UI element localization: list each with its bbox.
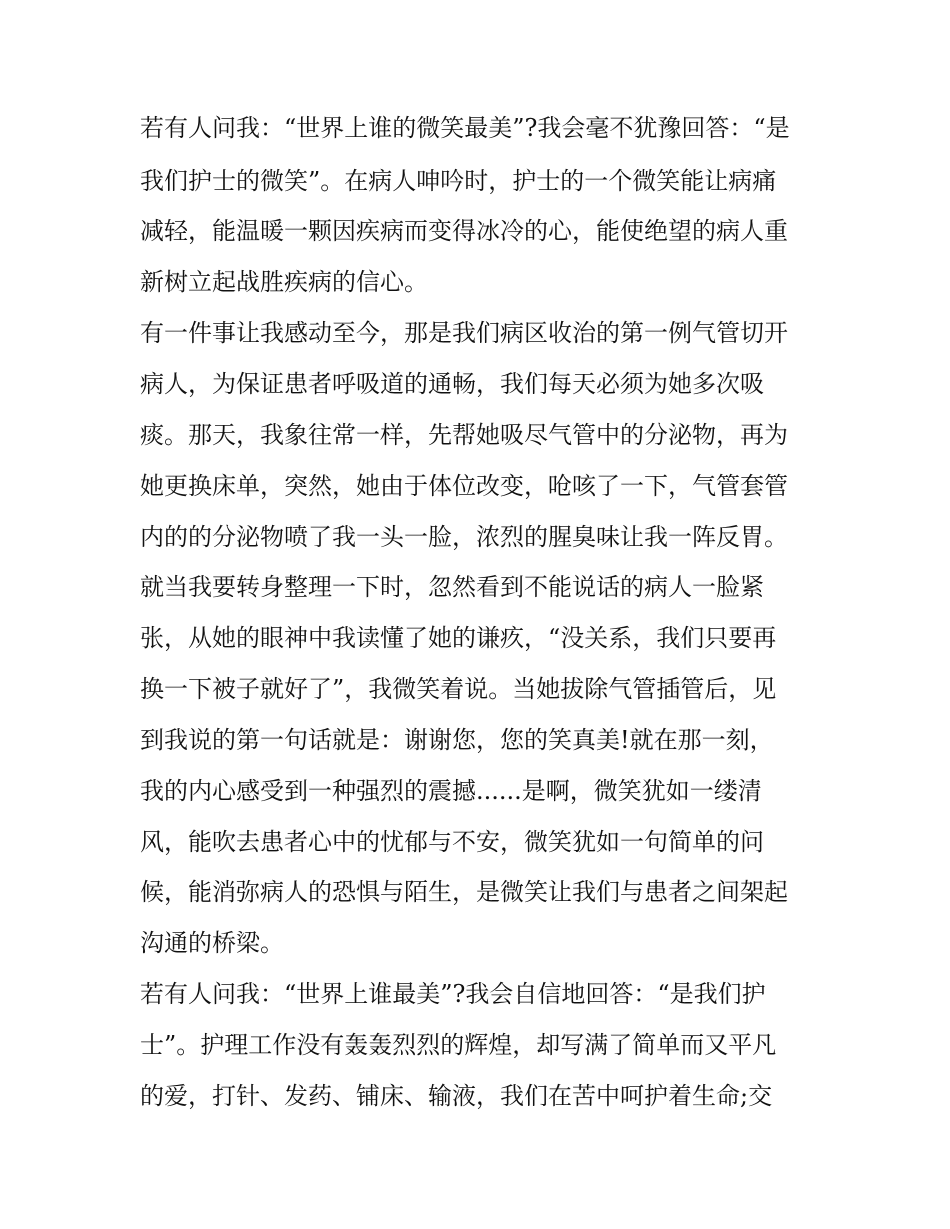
text-line: 痰。那天，我象往常一样，先帮她吸尽气管中的分泌物，再为 (140, 421, 788, 449)
text-line: 沟通的桥梁。 (140, 929, 284, 957)
text-line: 新树立起战胜疾病的信心。 (140, 268, 428, 296)
text-line: 减轻，能温暖一颗因疾病而变得冰冷的心，能使绝望的病人重 (140, 217, 788, 245)
text-line: 就当我要转身整理一下时，忽然看到不能说话的病人一脸紧 (140, 573, 764, 601)
text-line: 候，能消弥病人的恐惧与陌生，是微笑让我们与患者之间架起 (140, 878, 788, 906)
text-line: 士”。护理工作没有轰轰烈烈的辉煌，却写满了简单而又平凡 (140, 1031, 777, 1059)
text-line: 若有人问我：“世界上谁的微笑最美”?我会毫不犹豫回答：“是 (140, 114, 790, 142)
text-line: 我们护士的微笑”。在病人呻吟时，护士的一个微笑能让病痛 (140, 167, 777, 195)
text-line: 有一件事让我感动至今，那是我们病区收治的第一例气管切开 (140, 319, 788, 347)
text-line: 她更换床单，突然，她由于体位改变，呛咳了一下，气管套管 (140, 472, 788, 500)
text-line: 风，能吹去患者心中的忧郁与不安，微笑犹如一句简单的问 (140, 828, 764, 856)
text-line: 内的的分泌物喷了我一头一脸，浓烈的腥臭味让我一阵反胃。 (140, 523, 788, 551)
text-line: 张，从她的眼神中我读懂了她的谦疚，“没关系，我们只要再 (140, 624, 777, 652)
text-line: 我的内心感受到一种强烈的震撼......是啊，微笑犹如一缕清 (140, 777, 762, 805)
text-line: 病人，为保证患者呼吸道的通畅，我们每天必须为她多次吸 (140, 370, 764, 398)
text-line: 换一下被子就好了”，我微笑着说。当她拔除气管插管后，见 (140, 675, 777, 703)
text-line: 的爱，打针、发药、铺床、输液，我们在苦中呵护着生命;交 (140, 1082, 773, 1110)
text-line: 到我说的第一句话就是：谢谢您，您的笑真美!就在那一刻， (140, 726, 774, 754)
text-line: 若有人问我：“世界上谁最美”?我会自信地回答：“是我们护 (140, 980, 766, 1008)
